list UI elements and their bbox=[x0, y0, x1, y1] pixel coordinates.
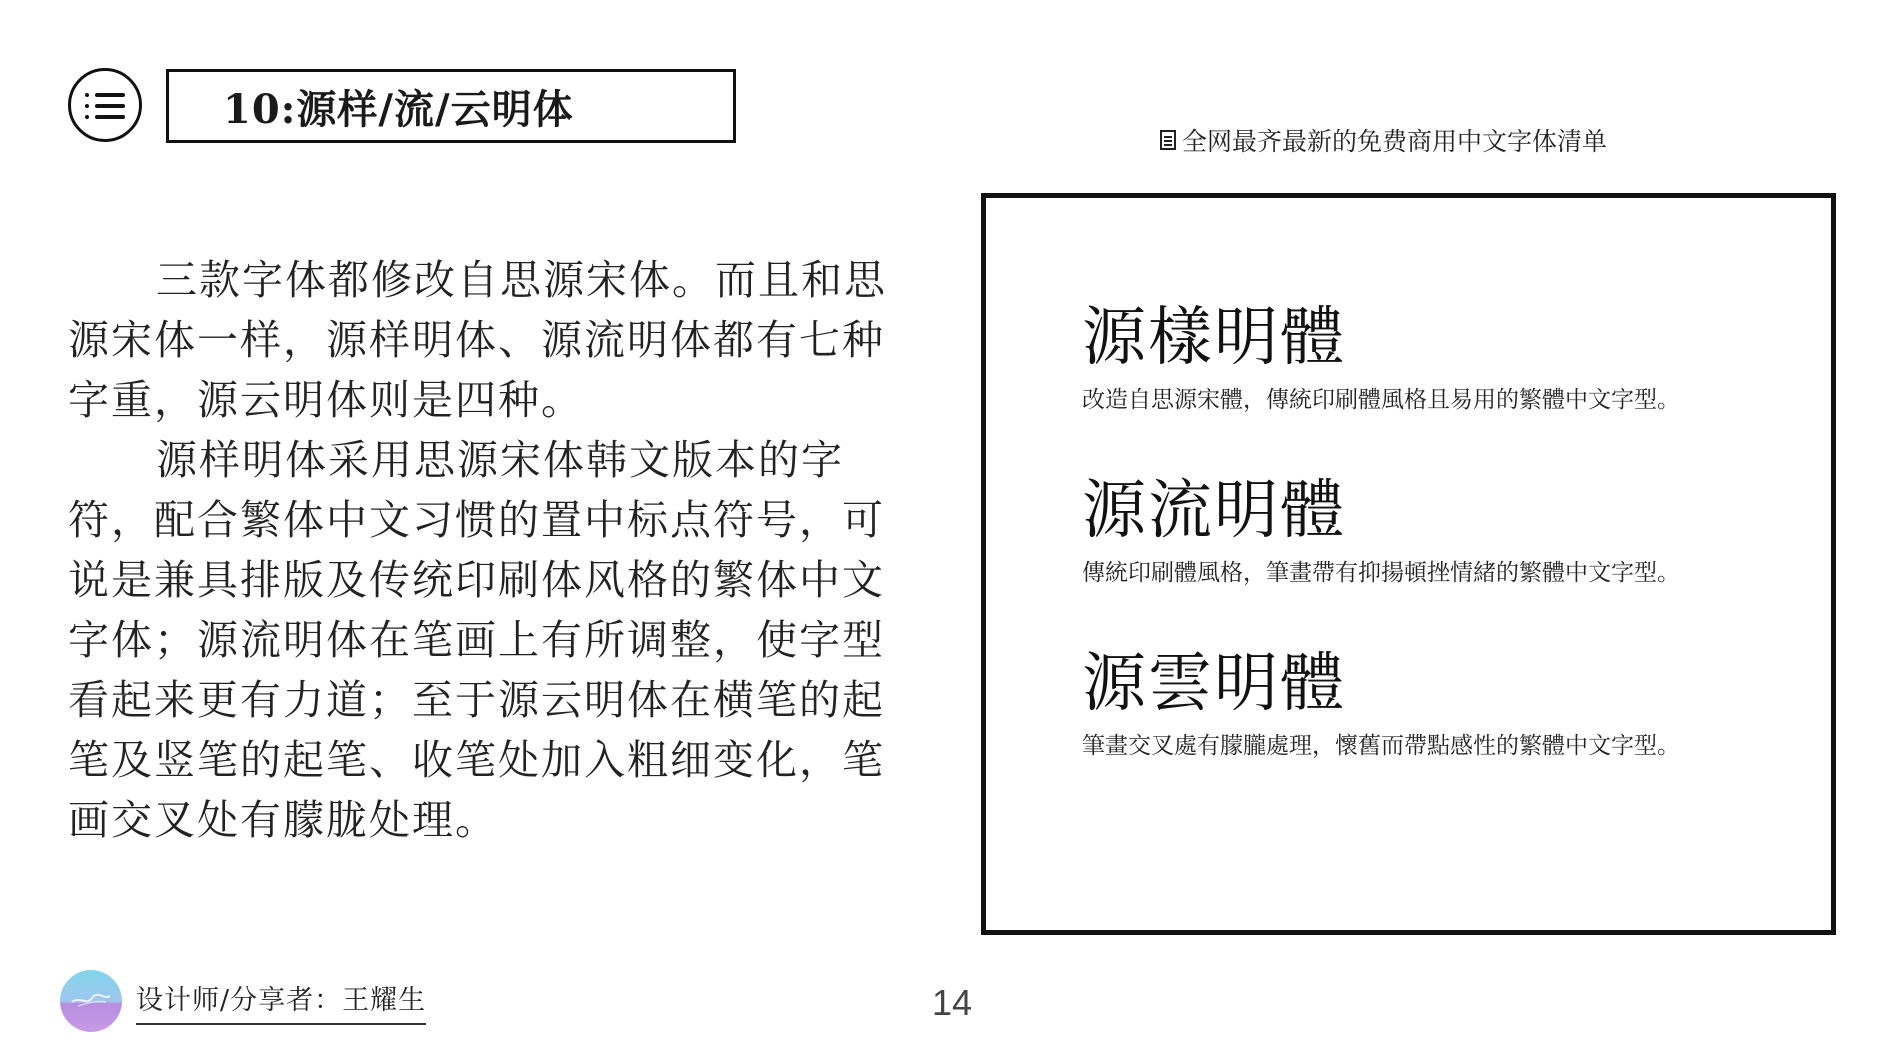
signature-logo bbox=[60, 970, 122, 1032]
font-sample-yuanyang bbox=[1082, 300, 1680, 416]
description-text bbox=[68, 250, 908, 850]
document-icon bbox=[1160, 130, 1176, 150]
page-title-text: 10:源样/流/云明体 bbox=[223, 85, 574, 133]
menu-button[interactable] bbox=[68, 68, 142, 142]
page-number: 14 bbox=[932, 982, 973, 1023]
paragraph: 三款字体都修改自思源宋体。而且和思源宋体一样，源样明体、源流明体都有七种字重，源云明体则是四种。 bbox=[68, 256, 887, 424]
font-sample-name: 源流明體 bbox=[1082, 474, 1346, 548]
font-sample-desc: 筆畫交叉處有朦朧處理，懷舊而帶點感性的繁體中文字型。 bbox=[1082, 733, 1680, 759]
font-sample-yuanyun bbox=[1082, 646, 1680, 762]
font-sample-desc: 傳統印刷體風格，筆畫帶有抑揚頓挫情緒的繁體中文字型。 bbox=[1082, 560, 1680, 586]
designer-label: 设计师/分享者：王耀生 bbox=[136, 978, 426, 1025]
font-list-link-label: 全网最齐最新的免费商用中文字体清单 bbox=[1182, 127, 1608, 156]
paragraph: 源样明体采用思源宋体韩文版本的字符，配合繁体中文习惯的置中标点符号，可说是兼具排版及传统印刷体风格的繁体中文字体；源流明体在笔画上有所调整，使字型看起来更有力道；至于源云明体在横笔的起笔及竖笔的起笔、收笔处加入粗细变化，笔画交叉处有朦胧处理。 bbox=[68, 436, 885, 844]
font-sample-panel bbox=[981, 193, 1836, 935]
font-sample-desc: 改造自思源宋體，傳統印刷體風格且易用的繁體中文字型。 bbox=[1082, 387, 1680, 413]
font-list-link[interactable] bbox=[1160, 122, 1607, 158]
font-sample-yuanliu bbox=[1082, 473, 1680, 589]
designer-credit bbox=[60, 970, 426, 1032]
font-sample-name: 源雲明體 bbox=[1082, 647, 1346, 721]
font-sample-name: 源樣明體 bbox=[1082, 301, 1346, 375]
avatar bbox=[60, 970, 122, 1032]
page-title bbox=[166, 69, 736, 143]
